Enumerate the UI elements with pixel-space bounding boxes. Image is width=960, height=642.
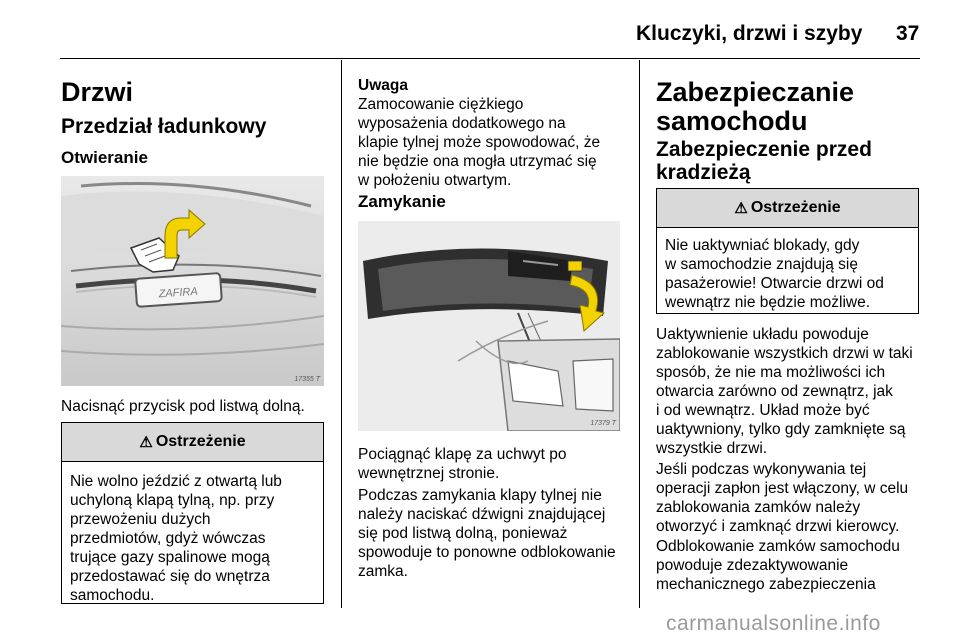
paragraph-line: otworzyć i zamknąć drzwi kierowcy.: [656, 518, 900, 535]
paragraph-line: i od wewnątrz. Układ może być: [656, 402, 870, 419]
warning-line: pasażerowie! Otwarcie drzwi od: [665, 275, 884, 292]
paragraph-line: Jeśli podczas wykonywania tej: [656, 461, 867, 478]
heading-opening: Otwieranie: [61, 148, 148, 167]
note-line: klapie tylnej może spowodować, że: [358, 134, 601, 151]
subsection-title-cargo: Przedział ładunkowy: [61, 115, 267, 138]
paragraph-line: należy naciskać dźwigni znajdującej: [358, 506, 606, 523]
note-title: Uwaga: [358, 77, 408, 94]
paragraph-line: uaktywniony, tylko gdy zamknięte są: [656, 421, 906, 438]
warning-line: Nie wolno jeździć z otwartą lub: [70, 473, 282, 490]
warning-line: Nie uaktywniać blokady, gdy: [665, 237, 860, 254]
warning-line: wewnątrz nie będzie możliwe.: [665, 294, 871, 311]
running-header-title: Kluczyki, drzwi i szyby: [636, 22, 863, 45]
paragraph-line: powoduje zdezaktywowanie: [656, 557, 849, 574]
paragraph-line: operacji zapłon jest włączony, w celu: [656, 480, 909, 497]
warning-header: [62, 423, 323, 462]
title-line: Zabezpieczenie przed: [656, 138, 872, 161]
license-plate-text: ZAFIRA: [158, 285, 199, 301]
paragraph-line: mechanicznego zabezpieczenia: [656, 576, 876, 593]
paragraph-line: wewnętrznej stronie.: [358, 465, 500, 482]
title-line: kradzieżą: [656, 161, 751, 184]
paragraph-line: się pod listwą dolną, ponieważ: [358, 525, 568, 542]
note-block: [358, 76, 600, 190]
warning-triangle-icon: ⚠: [734, 200, 748, 217]
page-number: 37: [896, 22, 920, 45]
warning-triangle-icon: ⚠: [139, 434, 153, 451]
warning-box-tailgate: [61, 422, 324, 604]
closing-paragraph-1: [358, 445, 567, 483]
opening-instruction: Nacisnąć przycisk pod listwą dolną.: [61, 398, 305, 415]
figure-number-2: 17379 T: [590, 420, 616, 427]
warning-text: [657, 228, 918, 312]
paragraph-line: zablokowania zamków należy: [656, 499, 861, 516]
watermark-text[interactable]: carmanualsonline.info: [666, 612, 881, 635]
security-paragraph-1: [656, 325, 913, 458]
header-rule: [60, 58, 920, 59]
closing-paragraph-2: [358, 486, 616, 581]
tailgate-close-illustration: [358, 221, 620, 431]
column-divider-2: [639, 60, 640, 608]
paragraph-line: otwarcia zarówno od zewnątrz, jak: [656, 383, 893, 400]
paragraph-line: Pociągnąć klapę za uchwyt po: [358, 446, 567, 463]
figure-number-1: 17355 T: [294, 376, 320, 383]
paragraph-line: Podczas zamykania klapy tylnej nie: [358, 487, 602, 504]
warning-line: w samochodzie znajdują się: [665, 256, 858, 273]
paragraph-line: zamka.: [358, 563, 408, 580]
paragraph-line: Odblokowanie zamków samochodu: [656, 538, 900, 555]
warning-line: samochodu.: [70, 587, 155, 604]
subsection-title-theft: [656, 138, 872, 184]
warning-line: uchyloną klapą tylną, np. przy: [70, 492, 275, 509]
security-paragraph-3: [656, 537, 900, 594]
note-line: Zamocowanie ciężkiego: [358, 96, 524, 113]
title-line: Zabezpieczanie: [656, 77, 855, 107]
section-title-security: [656, 78, 854, 136]
title-line: samochodu: [656, 106, 808, 136]
column-divider-1: [341, 60, 342, 608]
paragraph-line: zablokowanie wszystkich drzwi w taki: [656, 345, 913, 362]
note-line: wyposażenia dodatkowego na: [358, 115, 566, 132]
security-paragraph-2: [656, 460, 908, 536]
warning-line: przedmiotów, gdyż wówczas: [70, 530, 266, 547]
warning-line: przewożeniu dużych: [70, 511, 211, 528]
warning-text: [62, 462, 323, 605]
paragraph-line: Uaktywnienie układu powoduje: [656, 326, 869, 343]
tailgate-open-illustration: [61, 176, 324, 386]
note-line: w położeniu otwartym.: [358, 172, 512, 189]
paragraph-line: wszystkie drzwi.: [656, 440, 768, 457]
warning-title: Ostrzeżenie: [750, 199, 841, 216]
warning-header: [657, 189, 918, 228]
paragraph-line: spowoduje to ponowne odblokowanie: [358, 544, 616, 561]
warning-line: trujące gazy spalinowe mogą: [70, 549, 270, 566]
section-title-drzwi: Drzwi: [61, 77, 134, 107]
paragraph-line: sposób, że nie ma możliwości ich: [656, 364, 886, 381]
warning-box-deadlock: [656, 188, 919, 314]
note-line: nie będzie ona mogła utrzymać się: [358, 153, 597, 170]
warning-title: Ostrzeżenie: [155, 433, 246, 450]
warning-line: przedostawać się do wnętrza: [70, 568, 270, 585]
heading-closing: Zamykanie: [358, 192, 446, 211]
